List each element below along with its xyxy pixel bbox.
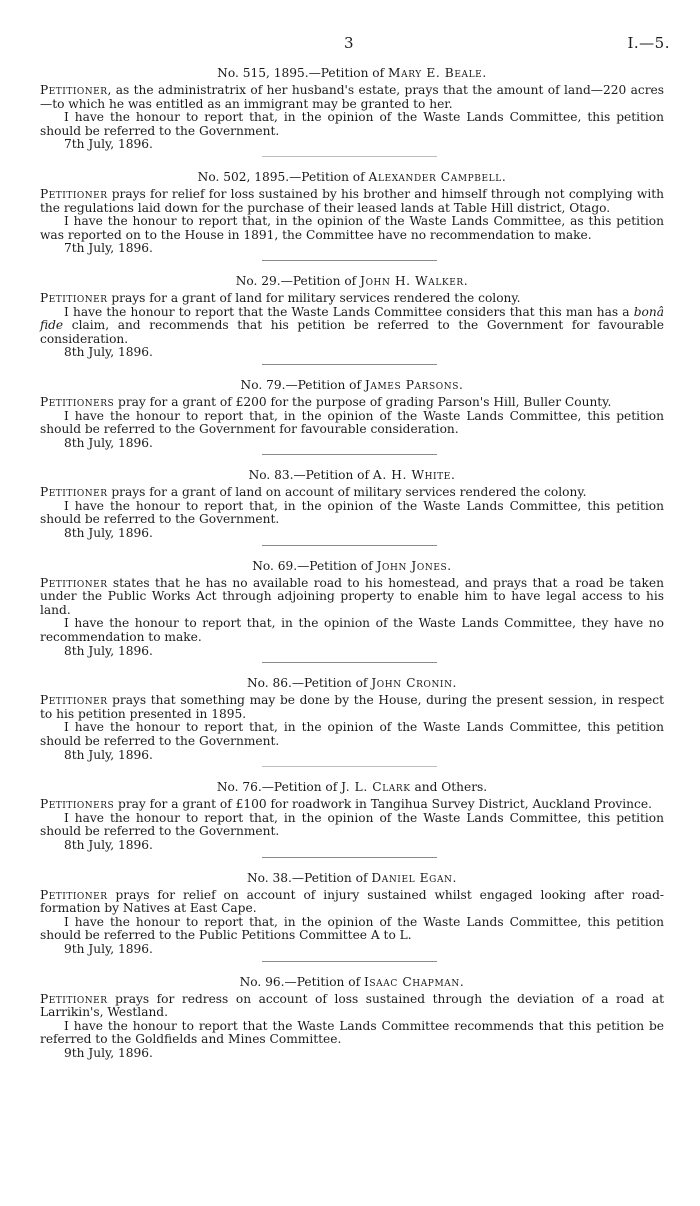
petition-entry xyxy=(40,468,664,545)
petitioner-name: Daniel Egan. xyxy=(371,870,457,885)
report-date: 8th July, 1896. xyxy=(64,837,153,852)
petition-lead: Petitioner xyxy=(40,991,108,1006)
petition-entry xyxy=(40,66,664,157)
petition-text xyxy=(40,889,664,916)
petition-body: states that he has no available road to his homestead, and prays that a road be taken under the Public Works Act through adjoining property to enable him to have legal access to his land. xyxy=(40,575,664,617)
petition-body: prays for redress on account of loss sustained through the deviation of a road at Larrikin's, Westland. xyxy=(40,991,664,1020)
petitioner-name: John Cronin. xyxy=(371,676,458,691)
report-text: I have the honour to report that, in the opinion of the Waste Lands Committee, as this petition was reported on to the House in 1891, the Committee have no recommendation to make. xyxy=(40,214,664,242)
report-text: I have the honour to report that, in the opinion of the Waste Lands Committee, they have no recommendation to make. xyxy=(40,616,664,645)
petitioner-name: John H. Walker. xyxy=(360,273,469,288)
petition-title xyxy=(40,274,664,289)
report-date: 8th July, 1896. xyxy=(64,345,153,360)
petitioner-name: J. L. Clark xyxy=(341,780,411,795)
separator-rule xyxy=(262,857,437,858)
petitioner-name: Mary E. Beale. xyxy=(388,66,487,80)
petitioner-name: A. H. White. xyxy=(372,468,456,483)
petition-body: prays for relief on account of injury sustained whilst engaged looking after road-formation by Natives at East Cape. xyxy=(40,887,664,916)
petition-title xyxy=(40,676,664,691)
petition-entry xyxy=(40,170,664,261)
petition-body: prays for a grant of land on account of military services rendered the colony. xyxy=(107,485,587,500)
report-italic: bonâ fide xyxy=(40,304,664,333)
report-date: 9th July, 1896. xyxy=(64,1045,153,1060)
petitioner-name-suffix: and Others. xyxy=(410,780,488,795)
report-date: 8th July, 1896. xyxy=(64,526,153,541)
petition-title xyxy=(40,66,664,81)
page-header xyxy=(0,34,700,54)
title-prefix: No. 502, 1895.—Petition of xyxy=(197,169,365,184)
report-text: I have the honour to report that, in the opinion of the Waste Lands Committee, this petition should be referred to the Public Petitions Committee A to L. xyxy=(40,914,664,943)
separator-rule xyxy=(262,766,437,767)
report-date: 9th July, 1896. xyxy=(64,941,153,956)
title-prefix: No. 83.—Petition of xyxy=(248,468,370,483)
report-date: 7th July, 1896. xyxy=(64,241,153,256)
petition-title xyxy=(40,170,664,185)
petition-lead: Petitioner xyxy=(40,290,108,305)
report-date: 8th July, 1896. xyxy=(64,747,153,762)
petition-text xyxy=(40,798,664,812)
petition-text xyxy=(40,694,664,721)
petition-lead: Petitioners xyxy=(40,394,115,409)
petitioner-name: Isaac Chapman. xyxy=(364,974,465,989)
petition-title xyxy=(40,559,664,574)
separator-rule xyxy=(262,364,437,365)
separator-rule xyxy=(262,545,437,546)
report-text xyxy=(40,306,664,347)
petition-title xyxy=(40,780,664,795)
report-text: I have the honour to report that the Waste Lands Committee recommends that this petition be referred to the Goldfields and Mines Committee. xyxy=(40,1018,664,1047)
report-text: I have the honour to report that, in the opinion of the Waste Lands Committee, this petition should be referred to the Government. xyxy=(40,720,664,748)
petition-entry xyxy=(40,676,664,767)
title-prefix: No. 38.—Petition of xyxy=(246,870,368,885)
petition-entry xyxy=(40,378,664,455)
petition-entry xyxy=(40,871,664,962)
petition-lead: Petitioner xyxy=(40,575,108,590)
petition-body: prays for relief for loss sustained by his brother and himself through not complying with the regulations laid down for the purchase of their leased lands at Table Hill district, Otago. xyxy=(40,186,664,215)
separator-rule xyxy=(262,156,437,157)
petition-title xyxy=(40,468,664,483)
petition-lead: Petitioner xyxy=(40,186,108,201)
title-prefix: No. 515, 1895.—Petition of xyxy=(217,66,385,80)
petition-text xyxy=(40,292,664,306)
report-text: I have the honour to report that, in the opinion of the Waste Lands Committee, this petition should be referred to the Government for favourable consideration. xyxy=(40,408,664,437)
petition-body: pray for a grant of £100 for roadwork in Tangihua Survey District, Auckland Province. xyxy=(114,797,652,812)
petitioner-name: John Jones. xyxy=(376,558,452,573)
report-date: 8th July, 1896. xyxy=(64,435,153,450)
report-text: I have the honour to report that, in the opinion of the Waste Lands Committee, this petition should be referred to the Government. xyxy=(40,498,664,527)
title-prefix: No. 69.—Petition of xyxy=(252,558,373,573)
title-prefix: No. 76.—Petition of xyxy=(216,780,338,795)
petition-text xyxy=(40,486,664,500)
title-prefix: No. 29.—Petition of xyxy=(235,273,357,288)
petition-lead: Petitioner xyxy=(40,887,108,902)
report-part: I have the honour to report that the Waste Lands Committee considers that this man has a xyxy=(64,304,634,319)
petition-text xyxy=(40,188,664,215)
petition-lead: Petitioner xyxy=(40,693,108,708)
petition-entry xyxy=(40,274,664,365)
document-reference: I.—5. xyxy=(627,34,670,52)
report-part: claim, and recommends that his petition be referred to the Government for favourable consideration. xyxy=(40,318,664,346)
petition-body: pray for a grant of £200 for the purpose of grading Parson's Hill, Buller County. xyxy=(114,394,612,409)
petition-lead: Petitioner xyxy=(40,83,108,97)
title-prefix: No. 96.—Petition of xyxy=(239,974,361,989)
petition-entry xyxy=(40,780,664,857)
petitioner-name: Alexander Campbell. xyxy=(368,169,507,184)
petitioner-name: James Parsons. xyxy=(364,377,464,392)
report-text: I have the honour to report that, in the opinion of the Waste Lands Committee, this petition should be referred to the Government. xyxy=(40,810,664,839)
petition-title xyxy=(40,378,664,393)
petition-text xyxy=(40,993,664,1020)
separator-rule xyxy=(262,662,437,663)
petition-entry xyxy=(40,559,664,664)
petition-text xyxy=(40,84,664,111)
petition-body: prays for a grant of land for military services rendered the colony. xyxy=(107,290,521,305)
petition-lead: Petitioner xyxy=(40,485,108,500)
petition-body: , as the administratrix of her husband's estate, prays that the amount of land—220 acres—to which he was entitled as an immigrant may be granted to her. xyxy=(40,83,664,111)
report-date: 8th July, 1896. xyxy=(64,643,153,658)
petition-entry xyxy=(40,975,664,1061)
title-prefix: No. 86.—Petition of xyxy=(246,676,368,691)
petition-body: prays that something may be done by the House, during the present session, in respect to his petition presented in 1895. xyxy=(40,693,664,721)
separator-rule xyxy=(262,454,437,455)
page-number: 3 xyxy=(344,34,354,52)
petition-text xyxy=(40,577,664,618)
petition-title xyxy=(40,975,664,990)
petition-lead: Petitioners xyxy=(40,797,115,812)
report-text: I have the honour to report that, in the opinion of the Waste Lands Committee, this petition should be referred to the Government. xyxy=(40,110,664,138)
separator-rule xyxy=(262,260,437,261)
report-date: 7th July, 1896. xyxy=(64,137,153,152)
title-prefix: No. 79.—Petition of xyxy=(240,377,362,392)
petition-text xyxy=(40,396,664,410)
separator-rule xyxy=(262,961,437,962)
petition-title xyxy=(40,871,664,886)
petitions-list xyxy=(40,66,664,1061)
